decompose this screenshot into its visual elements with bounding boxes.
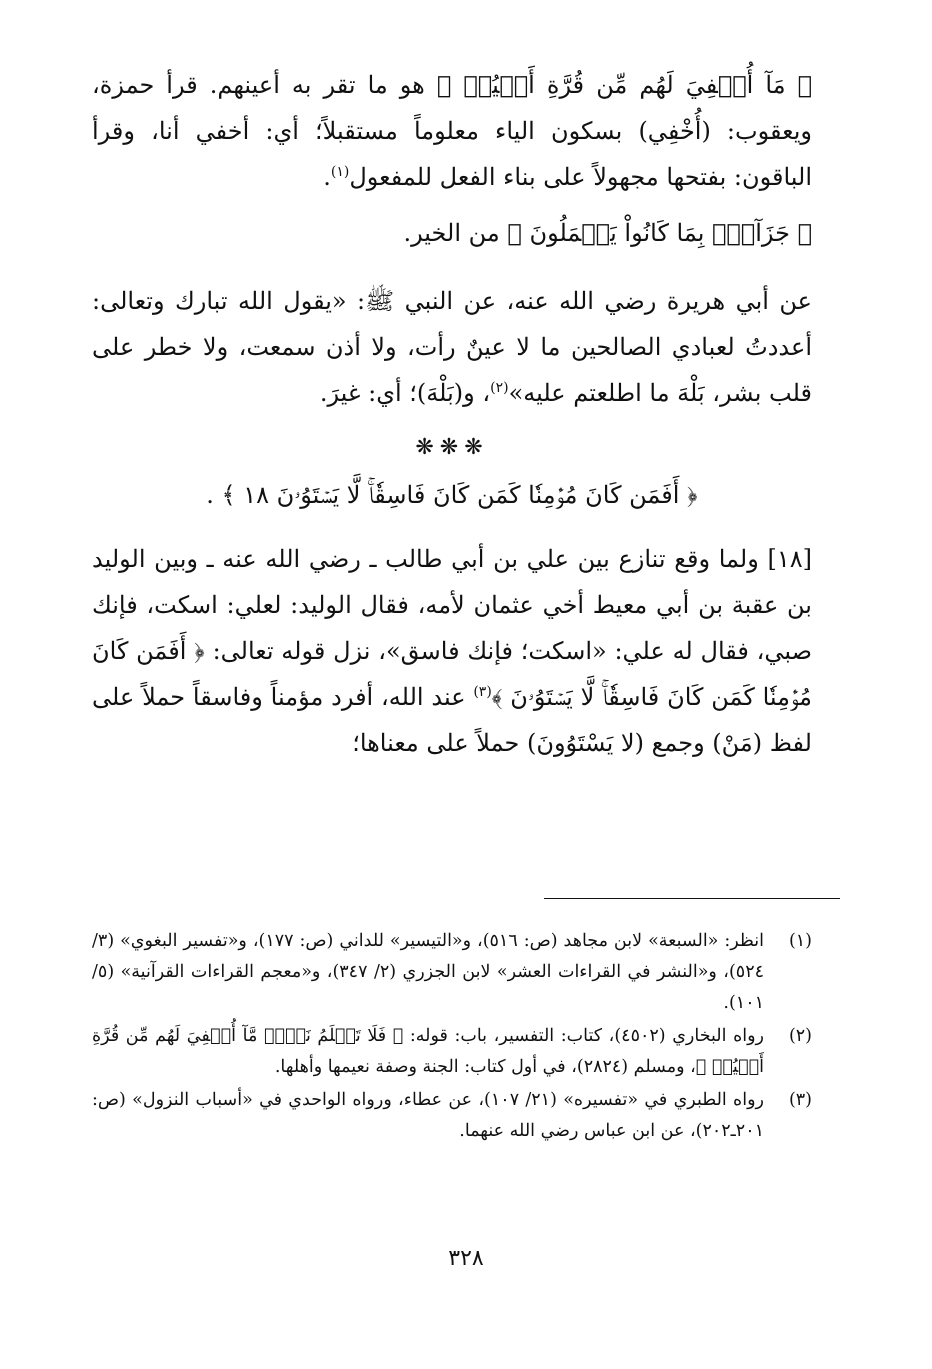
footnote-number: (٢): [788, 1026, 812, 1046]
quran-verse: ﴿ جَزَآءَۢ بِمَا كَانُواْ يَعۡمَلُونَ ﴾: [507, 219, 812, 247]
footnote-text: انظر: «السبعة» لابن مجاهد (ص: ٥١٦)، و«التيسير» للداني (ص: ١٧٧)، و«تفسير البغوي» (٣/ ٥٢٤)، و«النشر في القراءات العشر» لابن الجزري (٢/ ٣٤٧)، و«معجم القراءات القرآنية» (٥/ ١٠١).: [92, 931, 764, 1013]
paragraph-end: .: [323, 163, 331, 191]
footnote-ref: (١): [330, 164, 350, 180]
footnote-ref: (٣): [473, 684, 492, 700]
footnote-number: (٣): [788, 1090, 812, 1110]
paragraph-1: [92, 62, 812, 200]
footnote-text: رواه الطبري في «تفسيره» (٢١/ ١٠٧)، عن عطاء، ورواه الواحدي في «أسباب النزول» (ص: ٢٠١ـ٢٠٢)، عن ابن عباس رضي الله عنهما.: [92, 1090, 764, 1141]
footnote-2: [92, 1021, 812, 1083]
paragraph-text: هو ما تقر به أعينهم. قرأ حمزة، ويعقوب: (أُخْفِي) بسكون الياء معلوماً مستقبلاً؛ أي: أخفي أنا، وقرأ الباقون: بفتحها مجهولاً على بناء الفعل للمفعول: [92, 71, 812, 191]
paragraph-text: [١٨] ولما وقع تنازع بين علي بن أبي طالب ـ رضي الله عنه ـ وبين الوليد بن عقبة بن أبي معيط أخي عثمان لأمه، فقال الوليد: لعلي: اسكت، فإنك صبي، فقال له علي: «اسكت؛ فإنك فاسق»، نزل قوله تعالى:: [92, 545, 812, 665]
quran-verse: ﴿ مَآ أُخۡفِيَ لَهُم مِّن قُرَّةِ أَعۡيُنٖ ﴾: [436, 71, 812, 99]
footnote-divider: [544, 898, 840, 899]
footnote-text: رواه البخاري (٤٥٠٢)، كتاب: التفسير، باب: قوله: ﴿ فَلَا تَعۡلَمُ نَفۡسٞ مَّآ أُخۡفِيَ لَهُم مِّن قُرَّةِ أَعۡيُنٖ ﴾، ومسلم (٢٨٢٤)، في أول كتاب: الجنة وصفة نعيمها وأهلها.: [92, 1026, 764, 1077]
paragraph-text: من الخير.: [403, 219, 508, 247]
footnote-3: [92, 1085, 812, 1147]
quran-verse: ﴿ أَفَمَن كَانَ مُؤۡمِنٗا كَمَن كَانَ فَاسِقٗاۚ لَّا يَسۡتَوُۥنَ ﴾: [92, 637, 812, 711]
footnote-ref: (٢): [490, 380, 509, 396]
footnote-number: (١): [788, 931, 812, 951]
paragraph-3: [92, 278, 812, 416]
paragraph-end: ، و(بَلْهَ)؛ أي: غيرَ.: [319, 379, 491, 407]
heading-verse: ﴿ أَفَمَن كَانَ مُؤۡمِنٗا كَمَن كَانَ فَاسِقٗاۚ لَّا يَسۡتَوُۥنَ ١٨ ﴾ .: [206, 481, 698, 509]
paragraph-2: [92, 210, 812, 256]
paragraph-4: [92, 536, 812, 766]
section-separator: ❋❋❋: [415, 435, 489, 460]
paragraph-end: عند الله، أفرد مؤمناً وفاسقاً حملاً على لفظ (مَنْ) وجمع (لا يَسْتَوُونَ) حملاً على معناها؛: [92, 683, 812, 757]
footnotes: [92, 926, 812, 1149]
footnote-1: [92, 926, 812, 1019]
hadith-text: عن أبي هريرة رضي الله عنه، عن النبي ﷺ: «يقول الله تبارك وتعالى: أعددتُ لعبادي الصالحين ما لا عينٌ رأت، ولا أذن سمعت، ولا خطر على قلب بشر، بَلْهَ ما اطلعتم عليه»: [92, 287, 812, 407]
page-number: ٣٢٨: [448, 1246, 484, 1271]
